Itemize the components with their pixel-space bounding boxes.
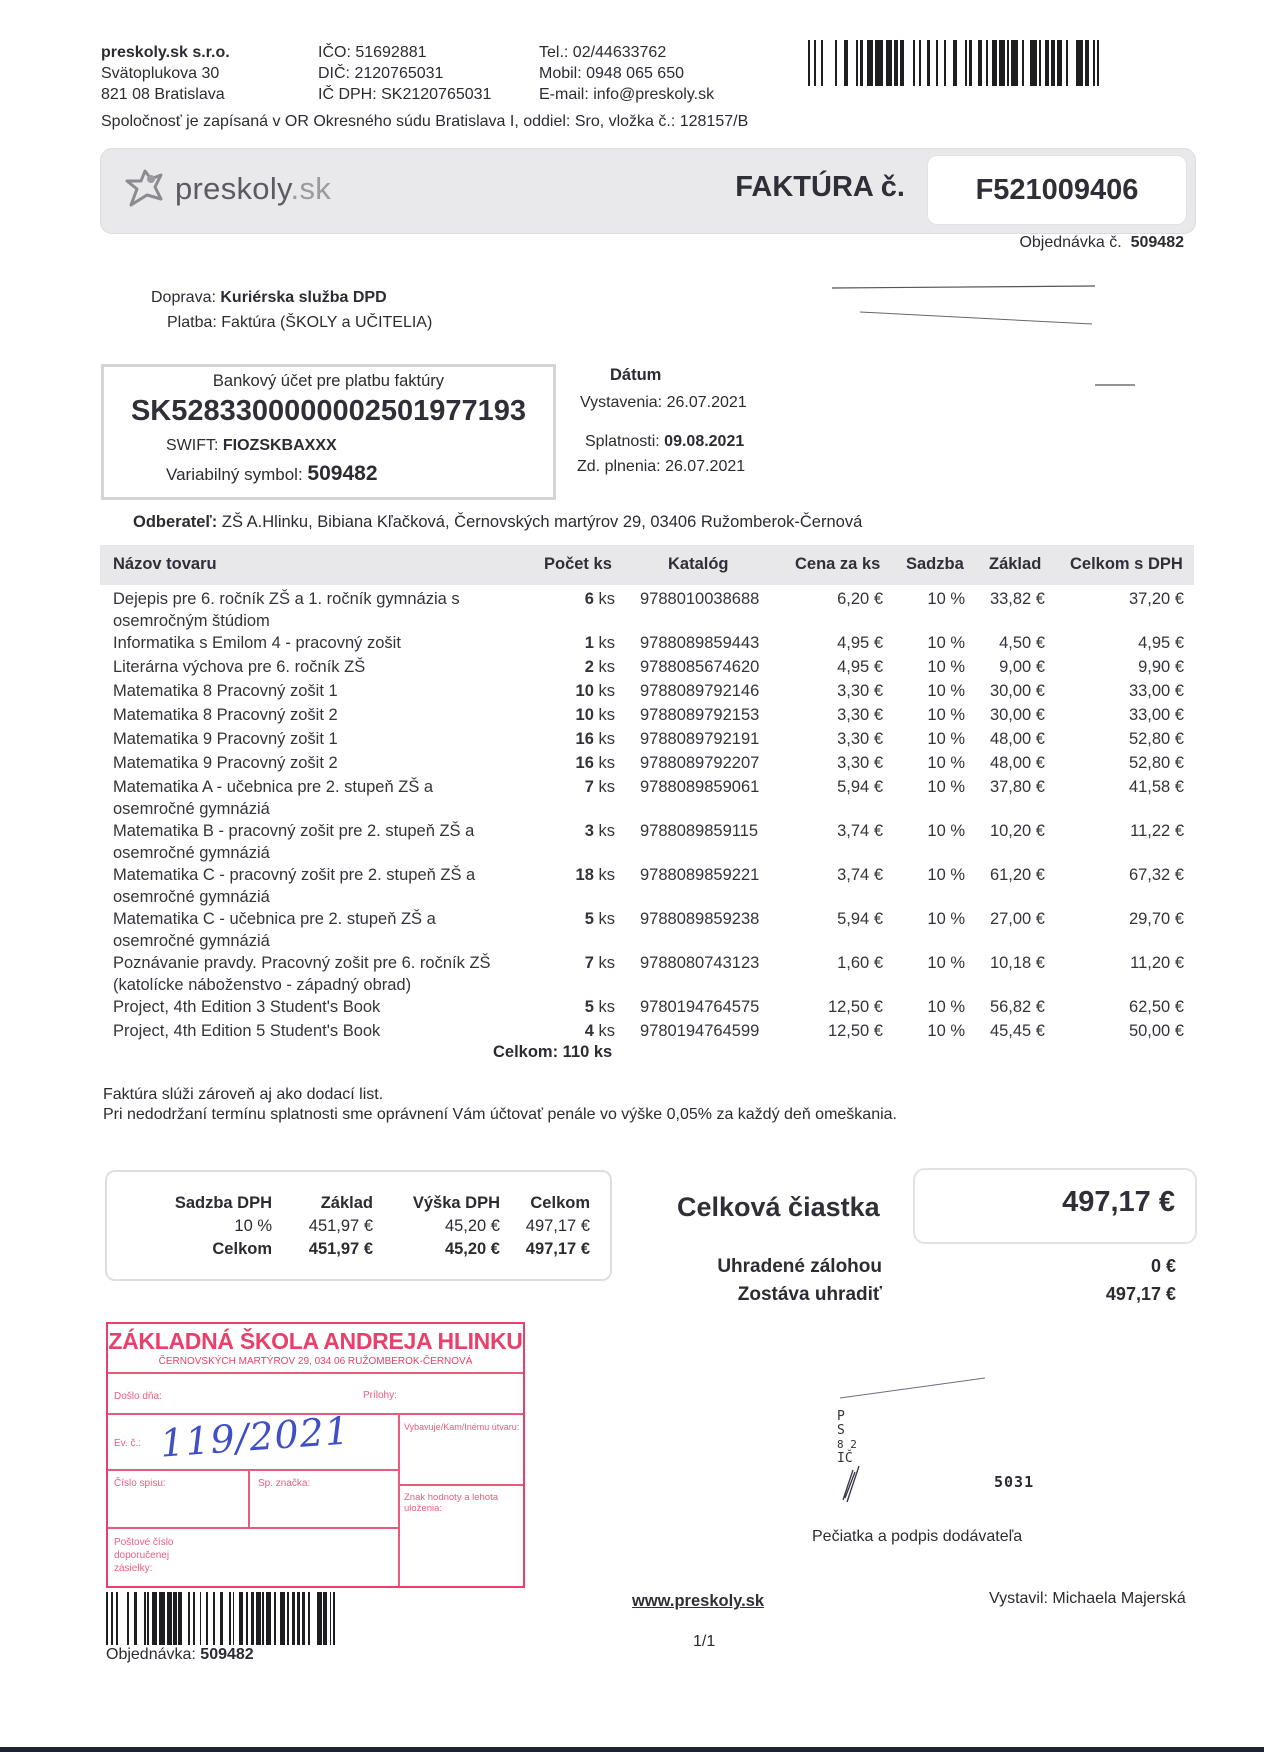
table-row xyxy=(100,588,1194,632)
stamp-field-znak: Znak hodnoty a lehota uloženia: xyxy=(404,1492,499,1514)
remaining-value: 497,17 € xyxy=(1105,1284,1176,1304)
item-name-line: Matematika B - pracovný zošit pre 2. stupeň ZŠ a xyxy=(113,822,475,840)
date-issued-value: 26.07.2021 xyxy=(666,394,747,411)
stamp-divider xyxy=(398,1413,400,1586)
barcode-gap xyxy=(137,1592,144,1645)
item-name-line: Project, 4th Edition 5 Student's Book xyxy=(113,1022,381,1040)
stamp-subtitle: ČERNOVSKÝCH MARTÝROV 29, 034 06 RUŽOMBEROK-ČERNOVÁ xyxy=(158,1356,473,1367)
vs-value: 509482 xyxy=(307,462,378,485)
item-price: 3,30 € xyxy=(837,754,883,772)
supplier-stamp-fragment: 5031 xyxy=(994,1473,1035,1491)
item-name-line: Literárna výchova pre 6. ročník ZŠ xyxy=(113,658,366,676)
svg-text:8 2: 8 2 xyxy=(837,1438,857,1451)
item-qty xyxy=(585,656,615,678)
item-name xyxy=(113,1020,533,1042)
barcode-gap xyxy=(848,40,856,86)
item-name xyxy=(113,656,533,678)
item-rate: 10 % xyxy=(927,590,965,608)
order-ref-number: 509482 xyxy=(1130,234,1184,251)
item-qty-unit: ks xyxy=(598,682,615,700)
bank-variable-symbol xyxy=(166,462,378,486)
stamp-field-doslo: Došlo dňa: xyxy=(114,1391,162,1402)
item-qty xyxy=(585,1020,615,1042)
item-qty-value: 2 xyxy=(584,658,594,676)
item-qty-unit: ks xyxy=(598,998,615,1016)
item-price: 3,74 € xyxy=(837,866,883,884)
barcode-gap xyxy=(1068,40,1076,86)
footer-order-number: 509482 xyxy=(200,1646,254,1663)
item-rate: 10 % xyxy=(927,1022,965,1040)
item-rate: 10 % xyxy=(927,954,965,972)
bank-iban[interactable]: SK5283300000002501977193 xyxy=(130,395,527,427)
item-qty xyxy=(585,952,615,974)
footer-order xyxy=(106,1646,254,1664)
item-rate: 10 % xyxy=(927,822,965,840)
item-name-line: osemročné gymnáziá xyxy=(113,800,270,818)
item-qty-value: 10 xyxy=(575,706,594,724)
item-qty-unit: ks xyxy=(598,590,615,608)
item-name xyxy=(113,820,533,864)
item-name-line: Poznávanie pravdy. Pracovný zošit pre 6. ročník ZŠ xyxy=(113,954,491,972)
item-name-line: osemročným štúdiom xyxy=(113,612,270,630)
stamp-field-cislo-spisu: Číslo spisu: xyxy=(114,1478,166,1489)
item-catalog: 9788010038688 xyxy=(640,590,760,608)
issued-by: Vystavil: Michaela Majerská xyxy=(989,1590,1186,1607)
item-price: 12,50 € xyxy=(827,998,883,1016)
item-price: 3,30 € xyxy=(837,706,883,724)
item-catalog: 9788089792153 xyxy=(640,706,760,724)
vat-summary-box xyxy=(105,1170,612,1281)
note-delivery: Faktúra slúži zároveň aj ako dodací list. xyxy=(103,1086,384,1103)
table-row xyxy=(100,728,1194,750)
col-price: Cena za ks xyxy=(795,555,881,573)
total-amount-label: Celková čiastka xyxy=(677,1192,880,1222)
supplier-dic: DIČ: 2120765031 xyxy=(318,65,444,82)
note-penalty: Pri nedodržaní termínu splatnosti sme oprávnení Vám účtovať penále vo výške 0,05% za každý deň omeškania. xyxy=(103,1106,897,1123)
barcode-bar xyxy=(1097,40,1099,86)
item-total: 67,32 € xyxy=(1128,866,1184,884)
item-name-line: Informatika s Emilom 4 - pracovný zošit xyxy=(113,634,401,652)
stamp-divider xyxy=(248,1469,250,1527)
table-row xyxy=(100,864,1194,908)
vat-sum-vat: 45,20 € xyxy=(444,1240,500,1258)
item-catalog: 9780194764575 xyxy=(640,998,760,1016)
item-total: 33,00 € xyxy=(1128,682,1184,700)
customer xyxy=(133,513,862,532)
item-qty xyxy=(585,588,615,610)
vat-sum-label: Celkom xyxy=(212,1240,272,1258)
table-row xyxy=(100,776,1194,820)
item-qty-value: 1 xyxy=(584,634,594,652)
stamp-title: ZÁKLADNÁ ŠKOLA ANDREJA HLINKU xyxy=(108,1328,523,1354)
supplier-ids xyxy=(318,42,491,105)
barcode-gap xyxy=(223,1592,230,1645)
item-qty-unit: ks xyxy=(598,866,615,884)
item-name-line: Matematika 9 Pracovný zošit 1 xyxy=(113,730,338,748)
vat-sum-total: 497,17 € xyxy=(525,1240,590,1258)
dates-title: Dátum xyxy=(610,366,662,384)
item-name-line: Matematika 8 Pracovný zošit 1 xyxy=(113,682,338,700)
signature-caption: Pečiatka a podpis dodávateľa xyxy=(812,1528,1023,1545)
item-price: 1,60 € xyxy=(837,954,883,972)
item-catalog: 9788080743123 xyxy=(640,954,760,972)
order-ref-label: Objednávka č. xyxy=(1019,234,1122,251)
address-redaction-lines xyxy=(830,280,1150,400)
item-qty xyxy=(576,704,615,726)
shipping-method xyxy=(151,289,387,307)
item-qty xyxy=(576,728,615,750)
item-catalog: 9788089859443 xyxy=(640,634,760,652)
supplier-email: E-mail: info@preskoly.sk xyxy=(539,86,715,103)
item-base: 30,00 € xyxy=(989,682,1045,700)
col-name: Názov tovaru xyxy=(113,555,217,573)
item-name xyxy=(113,704,533,726)
item-name xyxy=(113,728,533,750)
table-row xyxy=(100,908,1194,952)
customer-value: ZŠ A.Hlinku, Bibiana Kľačková, Černovských martýrov 29, 03406 Ružomberok-Černová xyxy=(221,513,863,531)
item-catalog: 9788089792207 xyxy=(640,754,760,772)
date-supply xyxy=(577,458,745,476)
date-due-label: Splatnosti: xyxy=(585,433,660,450)
star-figure-icon xyxy=(123,167,167,211)
item-total: 37,20 € xyxy=(1128,590,1184,608)
item-qty xyxy=(576,864,615,886)
item-total: 33,00 € xyxy=(1128,706,1184,724)
item-name-line: (katolícke náboženstvo - západný obrad) xyxy=(113,976,412,994)
item-base: 48,00 € xyxy=(989,754,1045,772)
item-price: 3,74 € xyxy=(837,822,883,840)
item-base: 37,80 € xyxy=(989,778,1045,796)
payment-label: Platba: xyxy=(167,314,217,331)
table-row xyxy=(100,820,1194,864)
item-qty-value: 16 xyxy=(575,730,594,748)
item-qty-unit: ks xyxy=(598,910,615,928)
item-name xyxy=(113,588,533,632)
item-price: 3,30 € xyxy=(837,682,883,700)
table-row xyxy=(100,680,1194,702)
customer-label: Odberateľ: xyxy=(133,513,218,531)
date-due xyxy=(585,433,744,451)
supplier-signature-stamp xyxy=(835,1370,1035,1520)
invoice-number: F521009406 xyxy=(927,155,1187,225)
supplier-name: preskoly.sk s.r.o. xyxy=(101,44,230,61)
item-catalog: 9788089792146 xyxy=(640,682,760,700)
item-qty-unit: ks xyxy=(598,634,615,652)
item-catalog: 9788089859061 xyxy=(640,778,760,796)
shipping-label: Doprava: xyxy=(151,289,216,306)
advance-label: Uhradené zálohou xyxy=(717,1256,882,1277)
item-rate: 10 % xyxy=(927,866,965,884)
svg-text:S: S xyxy=(837,1423,845,1438)
total-amount: 497,17 € xyxy=(1062,1186,1175,1218)
col-total: Celkom s DPH xyxy=(1070,555,1183,573)
bank-title: Bankový účet pre platbu faktúry xyxy=(212,372,445,390)
item-qty xyxy=(585,820,615,842)
item-total: 9,90 € xyxy=(1138,658,1184,676)
stamp-field-sp-znacka: Sp. značka: xyxy=(258,1478,311,1489)
payment-value: Faktúra (ŠKOLY a UČITELIA) xyxy=(221,314,433,331)
table-row xyxy=(100,952,1194,996)
item-name xyxy=(113,952,533,996)
item-qty-value: 18 xyxy=(575,866,594,884)
item-catalog: 9788089859238 xyxy=(640,910,760,928)
invoice-label: FAKTÚRA č. xyxy=(735,171,905,203)
item-name-line: Dejepis pre 6. ročník ZŠ a 1. ročník gymnázia s xyxy=(113,590,460,608)
stamp-divider xyxy=(108,1527,398,1529)
table-row xyxy=(100,752,1194,774)
item-catalog: 9788089859221 xyxy=(640,866,760,884)
item-qty-value: 7 xyxy=(584,778,594,796)
item-base: 9,00 € xyxy=(999,658,1045,676)
supplier-registration: Spoločnosť je zapísaná v OR Okresného súdu Bratislava I, oddiel: Sro, vložka č.: 128157/B xyxy=(101,113,749,130)
item-catalog: 9788089792191 xyxy=(640,730,760,748)
item-qty-value: 16 xyxy=(575,754,594,772)
swift-value: FIOZSKBAXXX xyxy=(222,437,337,454)
stamp-divider xyxy=(398,1484,523,1486)
barcode-gap xyxy=(957,40,965,86)
item-rate: 10 % xyxy=(927,730,965,748)
item-qty-value: 5 xyxy=(584,910,594,928)
item-qty xyxy=(576,680,615,702)
vat-base: 451,97 € xyxy=(308,1217,373,1235)
item-qty-unit: ks xyxy=(598,706,615,724)
svg-text:P: P xyxy=(837,1409,845,1424)
item-qty-value: 6 xyxy=(584,590,594,608)
col-base: Základ xyxy=(989,555,1042,573)
item-name-line: osemročné gymnáziá xyxy=(113,888,270,906)
handwritten-registry-number: 119/2021 xyxy=(158,1408,352,1466)
item-rate: 10 % xyxy=(927,658,965,676)
item-base: 48,00 € xyxy=(989,730,1045,748)
item-total: 50,00 € xyxy=(1128,1022,1184,1040)
shipping-value: Kuriérska služba DPD xyxy=(220,289,387,306)
item-price: 3,30 € xyxy=(837,730,883,748)
barcode-gap xyxy=(904,40,912,86)
logo-name: preskoly xyxy=(175,171,291,206)
table-row xyxy=(100,996,1194,1018)
item-name xyxy=(113,776,533,820)
item-base: 27,00 € xyxy=(989,910,1045,928)
barcode-top xyxy=(808,40,1099,86)
item-base: 10,20 € xyxy=(989,822,1045,840)
item-rate: 10 % xyxy=(927,706,965,724)
barcode-bottom xyxy=(106,1592,335,1645)
items-table-header xyxy=(100,545,1194,585)
item-price: 5,94 € xyxy=(837,778,883,796)
item-name-line: Project, 4th Edition 3 Student's Book xyxy=(113,998,381,1016)
item-price: 4,95 € xyxy=(837,658,883,676)
item-name-line: Matematika A - učebnica pre 2. stupeň ZŠ a xyxy=(113,778,434,796)
item-qty xyxy=(585,776,615,798)
col-rate: Sadzba xyxy=(906,555,964,573)
item-qty-unit: ks xyxy=(598,954,615,972)
item-qty xyxy=(585,632,615,654)
item-total: 52,80 € xyxy=(1128,730,1184,748)
item-catalog: 9788085674620 xyxy=(640,658,760,676)
item-base: 45,45 € xyxy=(989,1022,1045,1040)
item-price: 4,95 € xyxy=(837,634,883,652)
vat-h-vat: Výška DPH xyxy=(412,1194,500,1212)
barcode-gap xyxy=(823,40,836,86)
website-link[interactable]: www.preskoly.sk xyxy=(632,1592,765,1610)
swift-label: SWIFT: xyxy=(166,437,219,454)
item-name xyxy=(113,632,533,654)
item-price: 12,50 € xyxy=(827,1022,883,1040)
item-name xyxy=(113,680,533,702)
item-rate: 10 % xyxy=(927,998,965,1016)
item-qty-value: 7 xyxy=(584,954,594,972)
vat-rate: 10 % xyxy=(234,1217,272,1235)
item-total: 11,22 € xyxy=(1130,822,1184,840)
item-name xyxy=(113,864,533,908)
supplier-street: Svätoplukova 30 xyxy=(101,65,220,82)
page-number: 1/1 xyxy=(693,1633,716,1650)
item-base: 4,50 € xyxy=(999,634,1045,652)
advance-value: 0 € xyxy=(1150,1256,1176,1276)
vat-total: 497,17 € xyxy=(525,1217,590,1235)
table-row xyxy=(100,704,1194,726)
item-base: 10,18 € xyxy=(989,954,1045,972)
supplier-tel: Tel.: 02/44633762 xyxy=(539,44,667,61)
item-base: 61,20 € xyxy=(989,866,1045,884)
barcode-bar xyxy=(159,1592,166,1645)
title-band xyxy=(100,148,1196,234)
date-supply-label: Zd. plnenia: xyxy=(577,458,661,475)
item-qty xyxy=(585,996,615,1018)
date-supply-value: 26.07.2021 xyxy=(665,458,746,475)
item-name-line: osemročné gymnáziá xyxy=(113,932,270,950)
table-row xyxy=(100,656,1194,678)
vat-h-rate: Sadzba DPH xyxy=(174,1194,272,1212)
barcode-gap xyxy=(118,1592,128,1645)
item-name xyxy=(113,996,533,1018)
item-qty-unit: ks xyxy=(598,658,615,676)
item-catalog: 9788089859115 xyxy=(640,822,759,840)
table-row xyxy=(100,632,1194,654)
item-rate: 10 % xyxy=(927,754,965,772)
total-quantity: Celkom: 110 ks xyxy=(493,1043,613,1061)
barcode-bar xyxy=(875,40,883,86)
bank-swift xyxy=(166,437,337,455)
item-name-line: Matematika C - učebnica pre 2. stupeň ZŠ a xyxy=(113,910,436,928)
barcode-bar xyxy=(333,1592,335,1645)
bank-account-box xyxy=(101,364,556,500)
total-amount-box xyxy=(913,1168,1197,1244)
logo-tld: .sk xyxy=(290,171,332,206)
supplier-ico: IČO: 51692881 xyxy=(318,44,427,61)
stamp-field-prilohy: Prílohy: xyxy=(363,1390,397,1401)
vat-amount: 45,20 € xyxy=(444,1217,500,1235)
supplier-block xyxy=(101,42,230,105)
item-name-line: osemročné gymnáziá xyxy=(113,844,270,862)
item-name xyxy=(113,752,533,774)
item-total: 11,20 € xyxy=(1130,954,1184,972)
item-name-line: Matematika 9 Pracovný zošit 2 xyxy=(113,754,338,772)
item-total: 52,80 € xyxy=(1128,754,1184,772)
item-qty-value: 5 xyxy=(584,998,594,1016)
items-table-body xyxy=(100,588,1194,1044)
date-issued xyxy=(580,394,747,412)
item-qty-unit: ks xyxy=(598,754,615,772)
item-base: 30,00 € xyxy=(989,706,1045,724)
item-total: 29,70 € xyxy=(1128,910,1184,928)
item-price: 5,94 € xyxy=(837,910,883,928)
col-catalog: Katalóg xyxy=(668,555,729,573)
item-total: 41,58 € xyxy=(1128,778,1184,796)
svg-text:IČ: IČ xyxy=(837,1451,853,1466)
payment-method xyxy=(167,314,432,332)
item-total: 62,50 € xyxy=(1128,998,1184,1016)
scan-edge xyxy=(0,1747,1264,1752)
item-qty-unit: ks xyxy=(598,1022,615,1040)
item-name-line: Matematika 8 Pracovný zošit 2 xyxy=(113,706,338,724)
item-qty-unit: ks xyxy=(598,778,615,796)
vat-sum-base: 451,97 € xyxy=(308,1240,373,1258)
order-ref xyxy=(1019,234,1184,252)
item-qty-unit: ks xyxy=(598,730,615,748)
item-rate: 10 % xyxy=(927,910,965,928)
date-issued-label: Vystavenia: xyxy=(580,394,663,411)
item-qty xyxy=(576,752,615,774)
col-qty: Počet ks xyxy=(544,555,612,573)
item-base: 56,82 € xyxy=(989,998,1045,1016)
supplier-city: 821 08 Bratislava xyxy=(101,86,225,103)
vs-label: Variabilný symbol: xyxy=(166,465,303,484)
item-qty-value: 3 xyxy=(584,822,594,840)
table-row xyxy=(100,1020,1194,1042)
stamp-field-vybavuje: Vybavuje/Kam/Inému útvaru: xyxy=(404,1422,520,1432)
stamp-divider xyxy=(108,1469,398,1471)
vat-h-base: Základ xyxy=(320,1194,373,1212)
stamp-field-postove: Poštové číslo doporučenej zásielky: xyxy=(114,1537,174,1574)
item-name xyxy=(113,908,533,952)
item-price: 6,20 € xyxy=(837,590,883,608)
supplier-contacts xyxy=(539,42,714,105)
supplier-icdph: IČ DPH: SK2120765031 xyxy=(318,86,492,103)
vat-h-total: Celkom xyxy=(530,1194,590,1212)
supplier-mobil: Mobil: 0948 065 650 xyxy=(539,65,684,82)
barcode-gap xyxy=(310,1592,317,1645)
item-catalog: 9780194764599 xyxy=(640,1022,760,1040)
remaining-label: Zostáva uhradiť xyxy=(737,1284,882,1305)
stamp-field-evc: Ev. č.: xyxy=(114,1438,142,1449)
item-qty xyxy=(585,908,615,930)
date-due-value: 09.08.2021 xyxy=(664,433,745,450)
item-qty-value: 4 xyxy=(584,1022,594,1040)
item-base: 33,82 € xyxy=(989,590,1045,608)
item-rate: 10 % xyxy=(927,634,965,652)
item-total: 4,95 € xyxy=(1138,634,1184,652)
item-qty-value: 10 xyxy=(575,682,594,700)
logo xyxy=(123,167,331,211)
footer-order-label: Objednávka: xyxy=(106,1646,196,1663)
logo-text xyxy=(175,171,331,207)
item-rate: 10 % xyxy=(927,778,965,796)
item-name-line: Matematika C - pracovný zošit pre 2. stupeň ZŠ a xyxy=(113,866,476,884)
barcode-gap xyxy=(182,1592,189,1645)
stamp-divider xyxy=(108,1372,523,1374)
item-rate: 10 % xyxy=(927,682,965,700)
item-qty-unit: ks xyxy=(598,822,615,840)
